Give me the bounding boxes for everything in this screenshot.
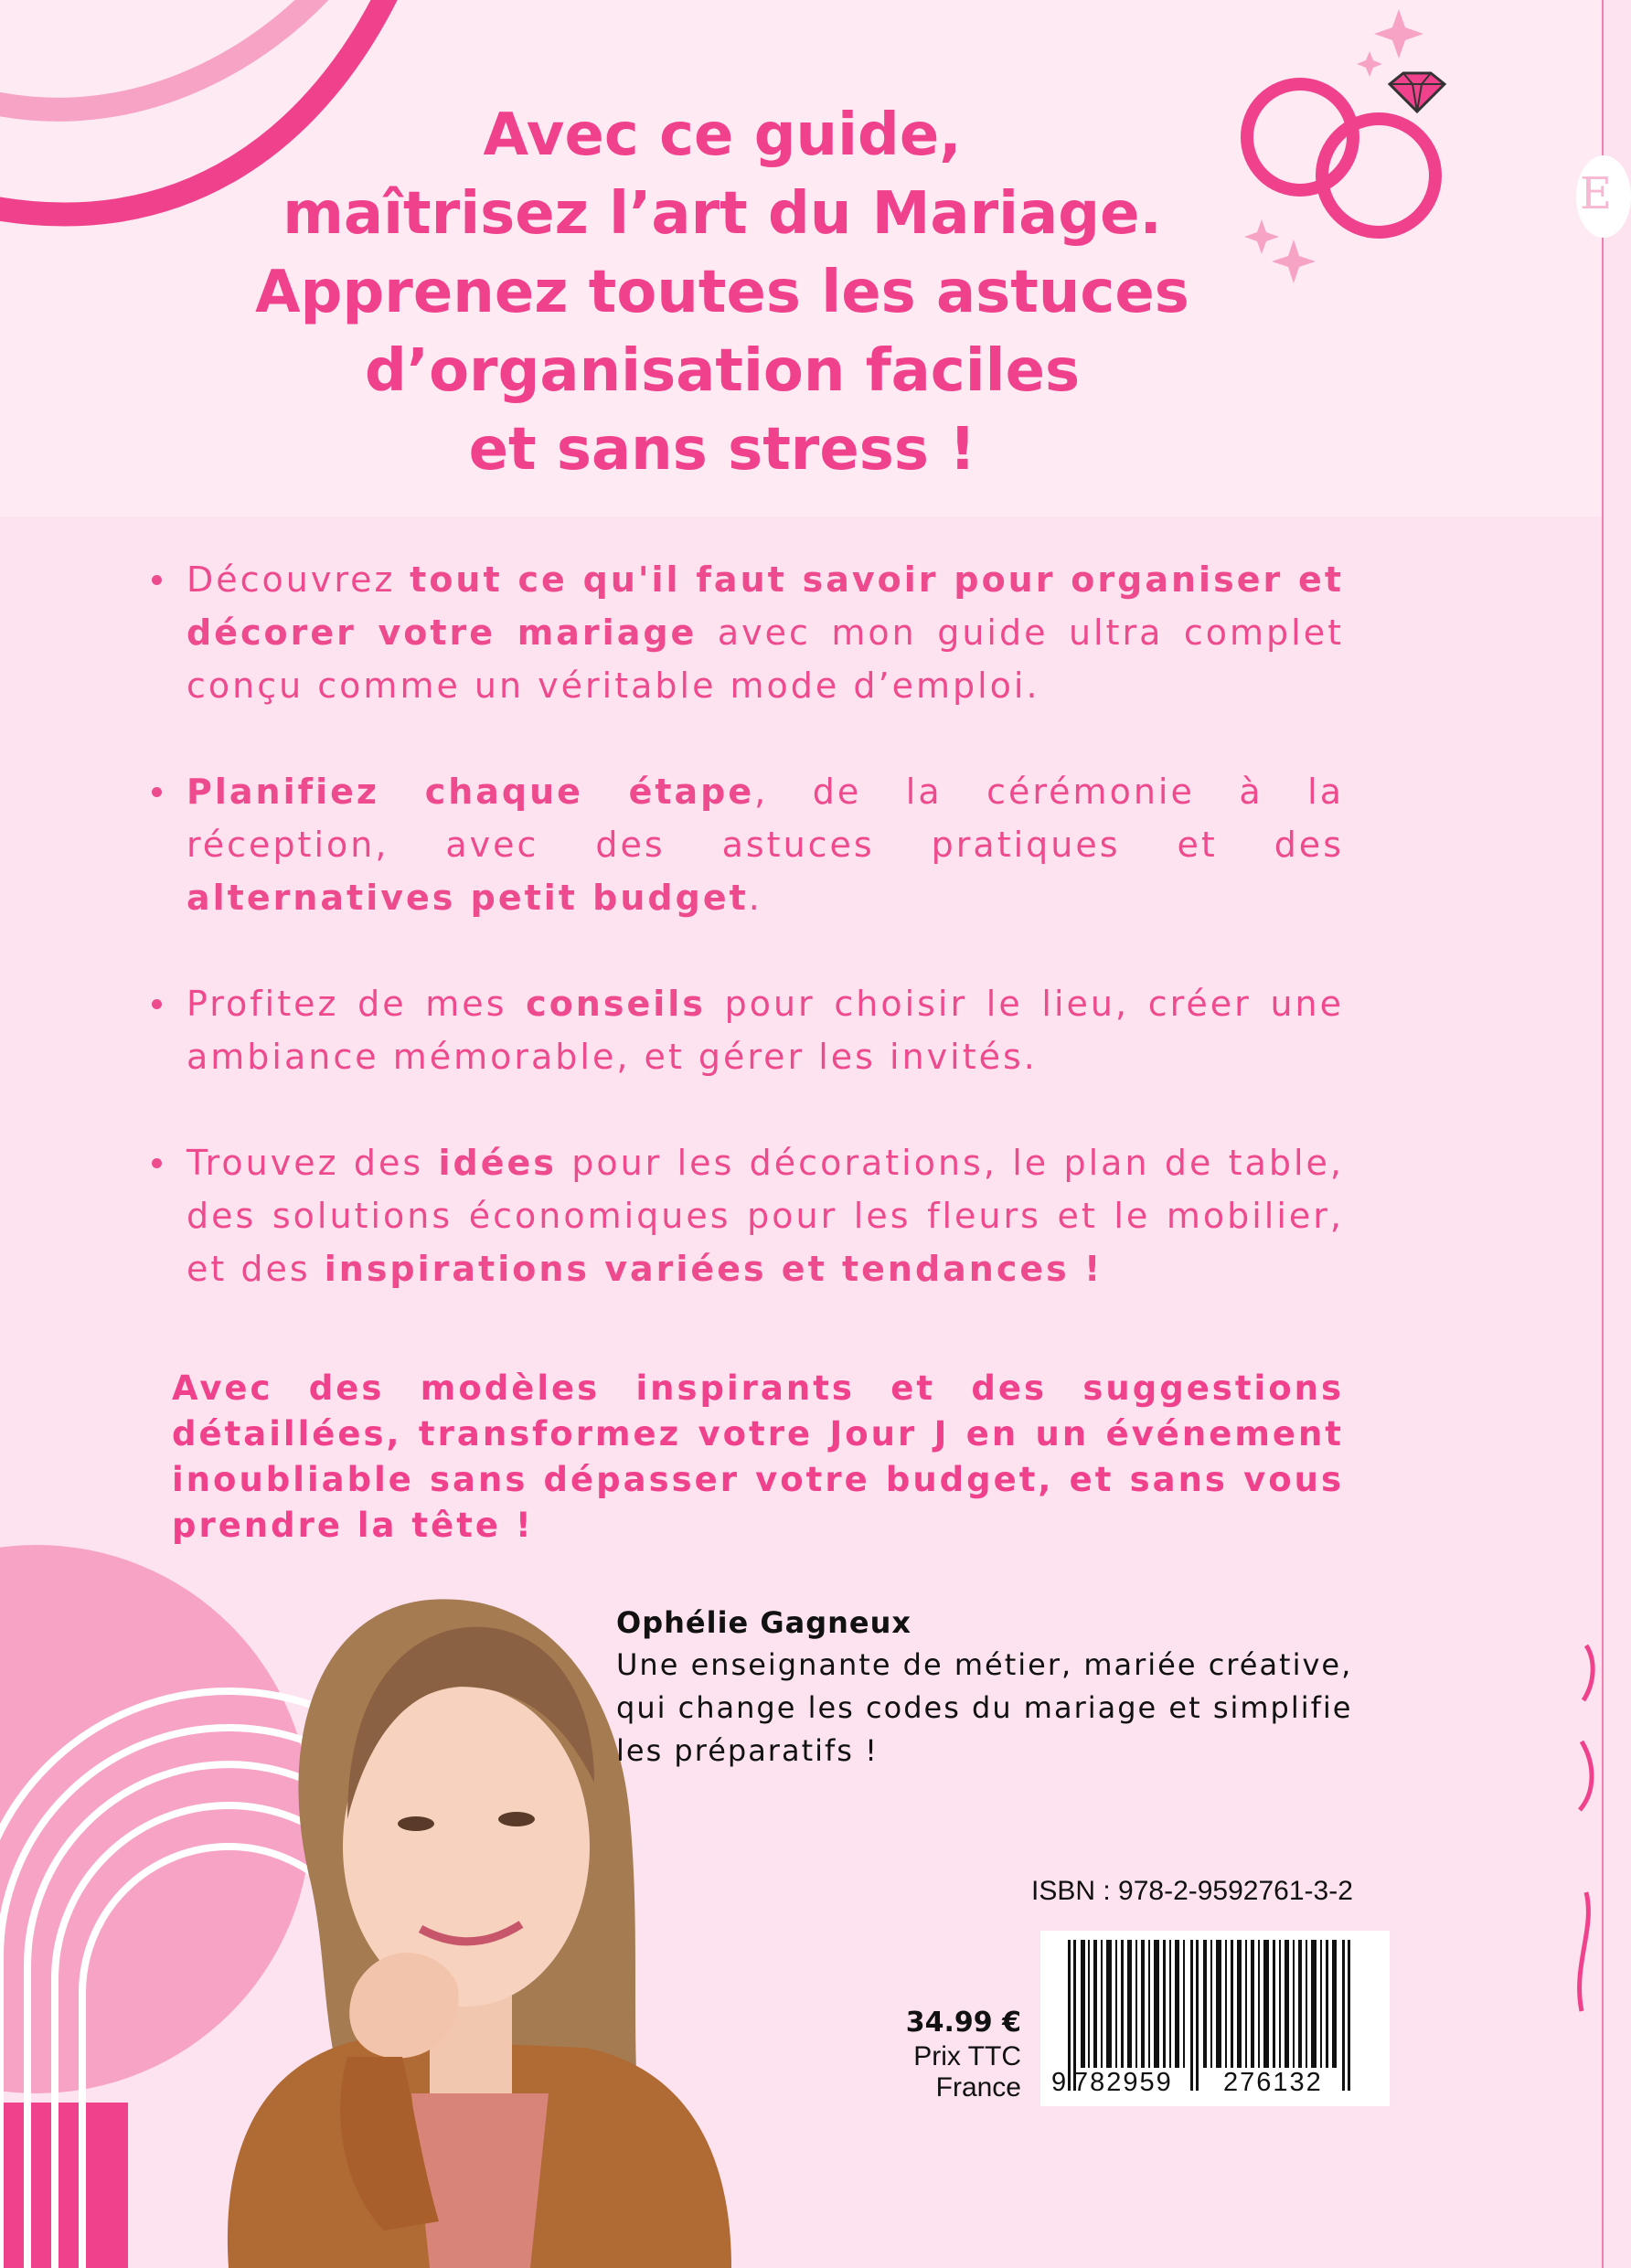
price-label: Prix TTC	[913, 2041, 1021, 2071]
author-name: Ophélie Gagneux	[616, 1605, 912, 1640]
price-country: France	[935, 2072, 1021, 2103]
headline-line: maîtrisez l’art du Mariage.	[282, 180, 1162, 248]
diamond-icon	[1390, 73, 1444, 112]
feature-text: , de la cérémonie à la réception, avec des astuces pratiques et des	[187, 772, 1344, 865]
feature-item	[146, 553, 1344, 712]
feature-item	[146, 1136, 1344, 1295]
headline-line: et sans stress !	[468, 416, 976, 484]
author-block	[616, 1602, 1384, 1773]
top-curve-light	[0, 0, 329, 110]
barcode-first-digit: 9	[1051, 2068, 1067, 2097]
feature-text: avec mon guide ultra complet conçu comme un véritable mode d’emploi.	[187, 612, 1345, 706]
feature-highlight: inspirations variées et tendances !	[324, 1249, 1103, 1289]
headline-line: Apprenez toutes les astuces	[255, 259, 1189, 326]
closing-statement: Avec des modèles inspirants et des suggestions détaillées, transformez votre Jour J en un événement inoubliable sans dépasser votre budget, et sans vous prendre la tête !	[172, 1368, 1344, 1545]
barcode	[1040, 1931, 1390, 2106]
feature-item	[146, 765, 1344, 924]
feature-highlight: Planifiez chaque étape	[187, 772, 755, 812]
price-amount: 34.99 €	[905, 2007, 1021, 2039]
feature-highlight: tout ce qu'il faut savoir pour organiser et décorer votre mariage	[187, 559, 1344, 653]
isbn-label: ISBN : 978-2-9592761-3-2	[1031, 1876, 1353, 1906]
feature-list	[146, 553, 1344, 1348]
spine-script	[1580, 1645, 1594, 2011]
feature-text: Découvrez	[187, 559, 410, 600]
spine-letter: E	[1580, 168, 1613, 219]
bullet-dot	[152, 999, 162, 1009]
author-bio: Une enseignante de métier, mariée créative, qui change les codes du mariage et simplifie les préparatifs !	[616, 1647, 1353, 1768]
feature-text: .	[748, 878, 762, 918]
barcode-right-group: 276132	[1223, 2068, 1323, 2097]
headline-line: Avec ce guide,	[483, 101, 962, 169]
feature-text: pour choisir le lieu, créer une ambiance mémorable, et gérer les invités.	[187, 984, 1345, 1077]
feature-text: Trouvez des	[187, 1143, 439, 1183]
headline	[174, 96, 1271, 489]
spine-emblem	[1576, 155, 1631, 238]
bullet-dot	[152, 1158, 162, 1168]
feature-highlight: alternatives petit budget	[187, 878, 749, 918]
bullet-dot	[152, 787, 162, 797]
feature-highlight: conseils	[526, 984, 706, 1024]
feature-text: Profitez de mes	[187, 984, 527, 1024]
feature-text: pour les décorations, le plan de table, des solutions économiques pour les fleurs et le mobilier, et des	[187, 1143, 1344, 1289]
bullet-dot	[152, 575, 162, 585]
wedding-rings-icon	[1247, 73, 1444, 232]
barcode-left-group: 782959	[1073, 2068, 1173, 2097]
price-block	[855, 2005, 1021, 2103]
feature-item	[146, 977, 1344, 1083]
feature-highlight: idées	[438, 1143, 557, 1183]
headline-line: d’organisation faciles	[364, 337, 1081, 405]
